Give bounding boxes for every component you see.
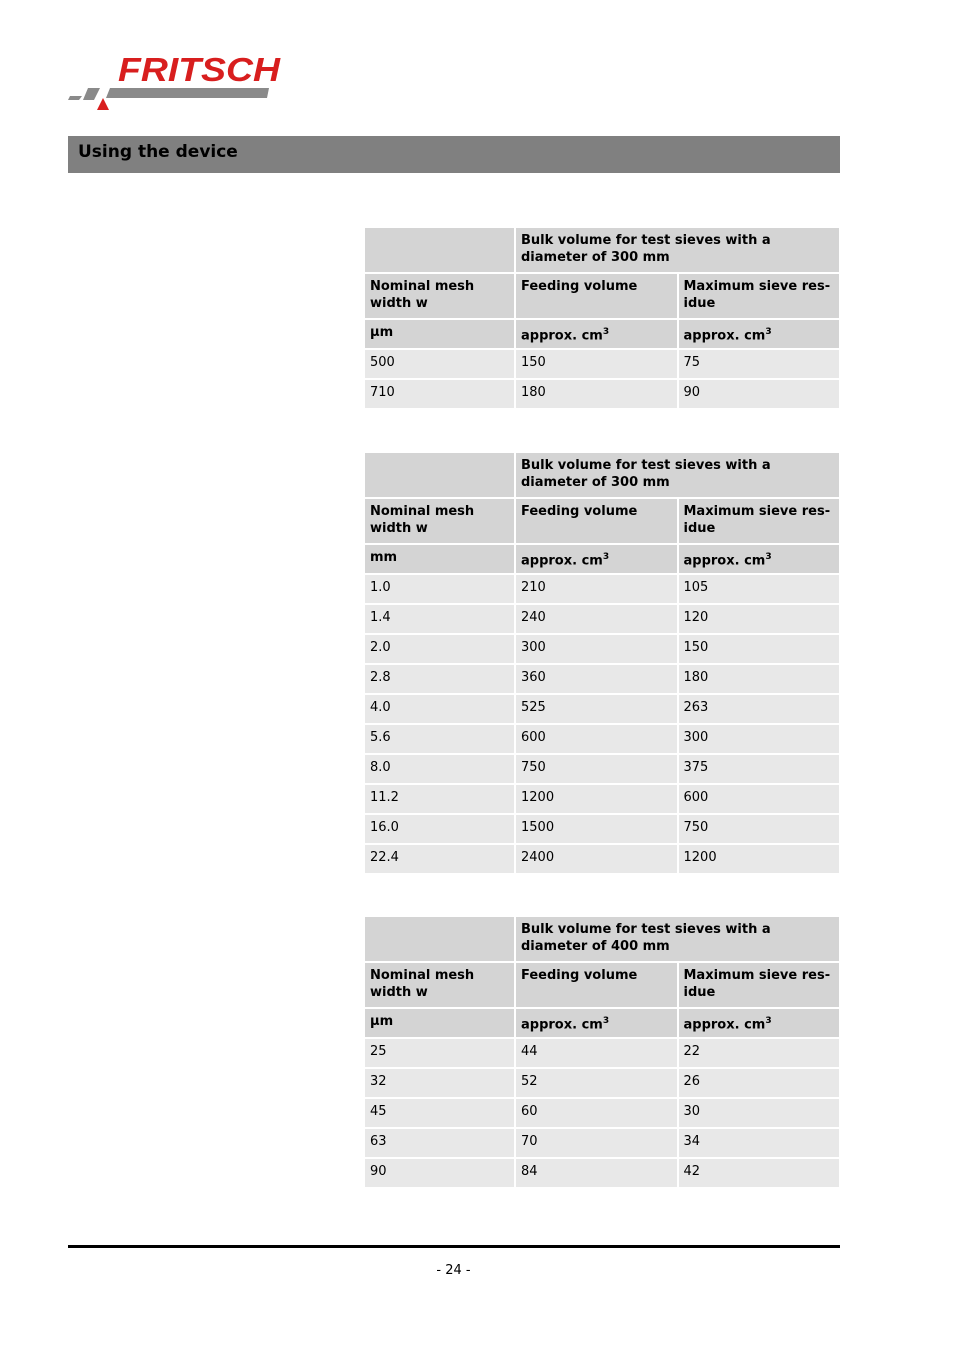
cell-feeding-volume: 1200 [516, 785, 677, 813]
section-title: Using the device [78, 142, 238, 162]
table-group-header: Bulk volume for test sieves with a diameter of 300 mm [516, 228, 839, 272]
column-header-feeding-volume: Feeding volume [516, 274, 677, 318]
column-header-feeding-volume: Feeding volume [516, 963, 677, 1007]
sieve-table-300mm-mm [363, 451, 841, 875]
column-header-max-residue: Maximum sieve res-idue [679, 274, 840, 318]
cell-feeding-volume: 70 [516, 1129, 677, 1157]
table-row [365, 575, 839, 603]
cell-mesh-width: 90 [365, 1159, 514, 1187]
cell-feeding-volume: 600 [516, 725, 677, 753]
sieve-table-400mm-um [363, 915, 841, 1189]
cell-max-residue: 1200 [679, 845, 840, 873]
cell-feeding-volume: 2400 [516, 845, 677, 873]
cell-mesh-width: 1.0 [365, 575, 514, 603]
fritsch-logo [68, 52, 283, 112]
cell-feeding-volume: 52 [516, 1069, 677, 1097]
table-row [365, 605, 839, 633]
unit-max-residue: approx. $cm^3$ [679, 545, 840, 573]
table-row [365, 1069, 839, 1097]
cell-mesh-width: 710 [365, 380, 514, 408]
table-row [365, 785, 839, 813]
cell-mesh-width: 45 [365, 1099, 514, 1127]
cell-max-residue: 375 [679, 755, 840, 783]
cell-feeding-volume: 360 [516, 665, 677, 693]
table-corner-cell [365, 228, 514, 272]
cell-max-residue: 22 [679, 1039, 840, 1067]
cell-feeding-volume: 150 [516, 350, 677, 378]
table-row [365, 1129, 839, 1157]
table-row [365, 815, 839, 843]
logo-wordmark: FRITSCH [118, 52, 282, 88]
table-row [365, 695, 839, 723]
section-header-bar [68, 136, 840, 173]
table-group-header: Bulk volume for test sieves with a diameter of 400 mm [516, 917, 839, 961]
cell-max-residue: 30 [679, 1099, 840, 1127]
cell-mesh-width: 2.8 [365, 665, 514, 693]
table-row [365, 725, 839, 753]
table-row [365, 665, 839, 693]
cell-max-residue: 180 [679, 665, 840, 693]
cell-max-residue: 600 [679, 785, 840, 813]
cell-max-residue: 75 [679, 350, 840, 378]
cell-max-residue: 26 [679, 1069, 840, 1097]
table-row [365, 380, 839, 408]
table-row [365, 1099, 839, 1127]
cell-mesh-width: 63 [365, 1129, 514, 1157]
cell-max-residue: 90 [679, 380, 840, 408]
cell-feeding-volume: 300 [516, 635, 677, 663]
column-header-feeding-volume: Feeding volume [516, 499, 677, 543]
cell-mesh-width: 5.6 [365, 725, 514, 753]
table-row [365, 350, 839, 378]
table-corner-cell [365, 917, 514, 961]
cell-feeding-volume: 240 [516, 605, 677, 633]
table-row [365, 635, 839, 663]
cell-feeding-volume: 44 [516, 1039, 677, 1067]
cell-feeding-volume: 60 [516, 1099, 677, 1127]
table-row [365, 1039, 839, 1067]
cell-feeding-volume: 525 [516, 695, 677, 723]
cell-mesh-width: 32 [365, 1069, 514, 1097]
cell-feeding-volume: 210 [516, 575, 677, 603]
cell-mesh-width: 1.4 [365, 605, 514, 633]
unit-feeding-volume: approx. $cm^3$ [516, 545, 677, 573]
table-corner-cell [365, 453, 514, 497]
cell-max-residue: 263 [679, 695, 840, 723]
page-number: - 24 - [436, 1263, 471, 1278]
column-header-mesh-width: Nominal mesh width w [365, 499, 514, 543]
table-row [365, 845, 839, 873]
sieve-table-300mm-um [363, 226, 841, 410]
cell-max-residue: 150 [679, 635, 840, 663]
cell-mesh-width: 2.0 [365, 635, 514, 663]
cell-mesh-width: 16.0 [365, 815, 514, 843]
column-header-mesh-width: Nominal mesh width w [365, 963, 514, 1007]
cell-mesh-width: 500 [365, 350, 514, 378]
cell-mesh-width: 11.2 [365, 785, 514, 813]
unit-feeding-volume: approx. $cm^3$ [516, 320, 677, 348]
unit-max-residue: approx. $cm^3$ [679, 320, 840, 348]
cell-max-residue: 42 [679, 1159, 840, 1187]
column-header-max-residue: Maximum sieve res-idue [679, 963, 840, 1007]
cell-max-residue: 750 [679, 815, 840, 843]
cell-mesh-width: 22.4 [365, 845, 514, 873]
unit-max-residue: approx. $cm^3$ [679, 1009, 840, 1037]
unit-mesh-width: µm [365, 1009, 514, 1037]
unit-mesh-width: mm [365, 545, 514, 573]
cell-feeding-volume: 1500 [516, 815, 677, 843]
cell-mesh-width: 4.0 [365, 695, 514, 723]
cell-feeding-volume: 750 [516, 755, 677, 783]
footer-divider [68, 1245, 840, 1248]
column-header-mesh-width: Nominal mesh width w [365, 274, 514, 318]
cell-max-residue: 105 [679, 575, 840, 603]
table-group-header: Bulk volume for test sieves with a diameter of 300 mm [516, 453, 839, 497]
cell-feeding-volume: 84 [516, 1159, 677, 1187]
cell-max-residue: 34 [679, 1129, 840, 1157]
cell-feeding-volume: 180 [516, 380, 677, 408]
table-row [365, 755, 839, 783]
unit-mesh-width: µm [365, 320, 514, 348]
cell-max-residue: 120 [679, 605, 840, 633]
cell-max-residue: 300 [679, 725, 840, 753]
column-header-max-residue: Maximum sieve res-idue [679, 499, 840, 543]
table-row [365, 1159, 839, 1187]
cell-mesh-width: 8.0 [365, 755, 514, 783]
unit-feeding-volume: approx. $cm^3$ [516, 1009, 677, 1037]
cell-mesh-width: 25 [365, 1039, 514, 1067]
